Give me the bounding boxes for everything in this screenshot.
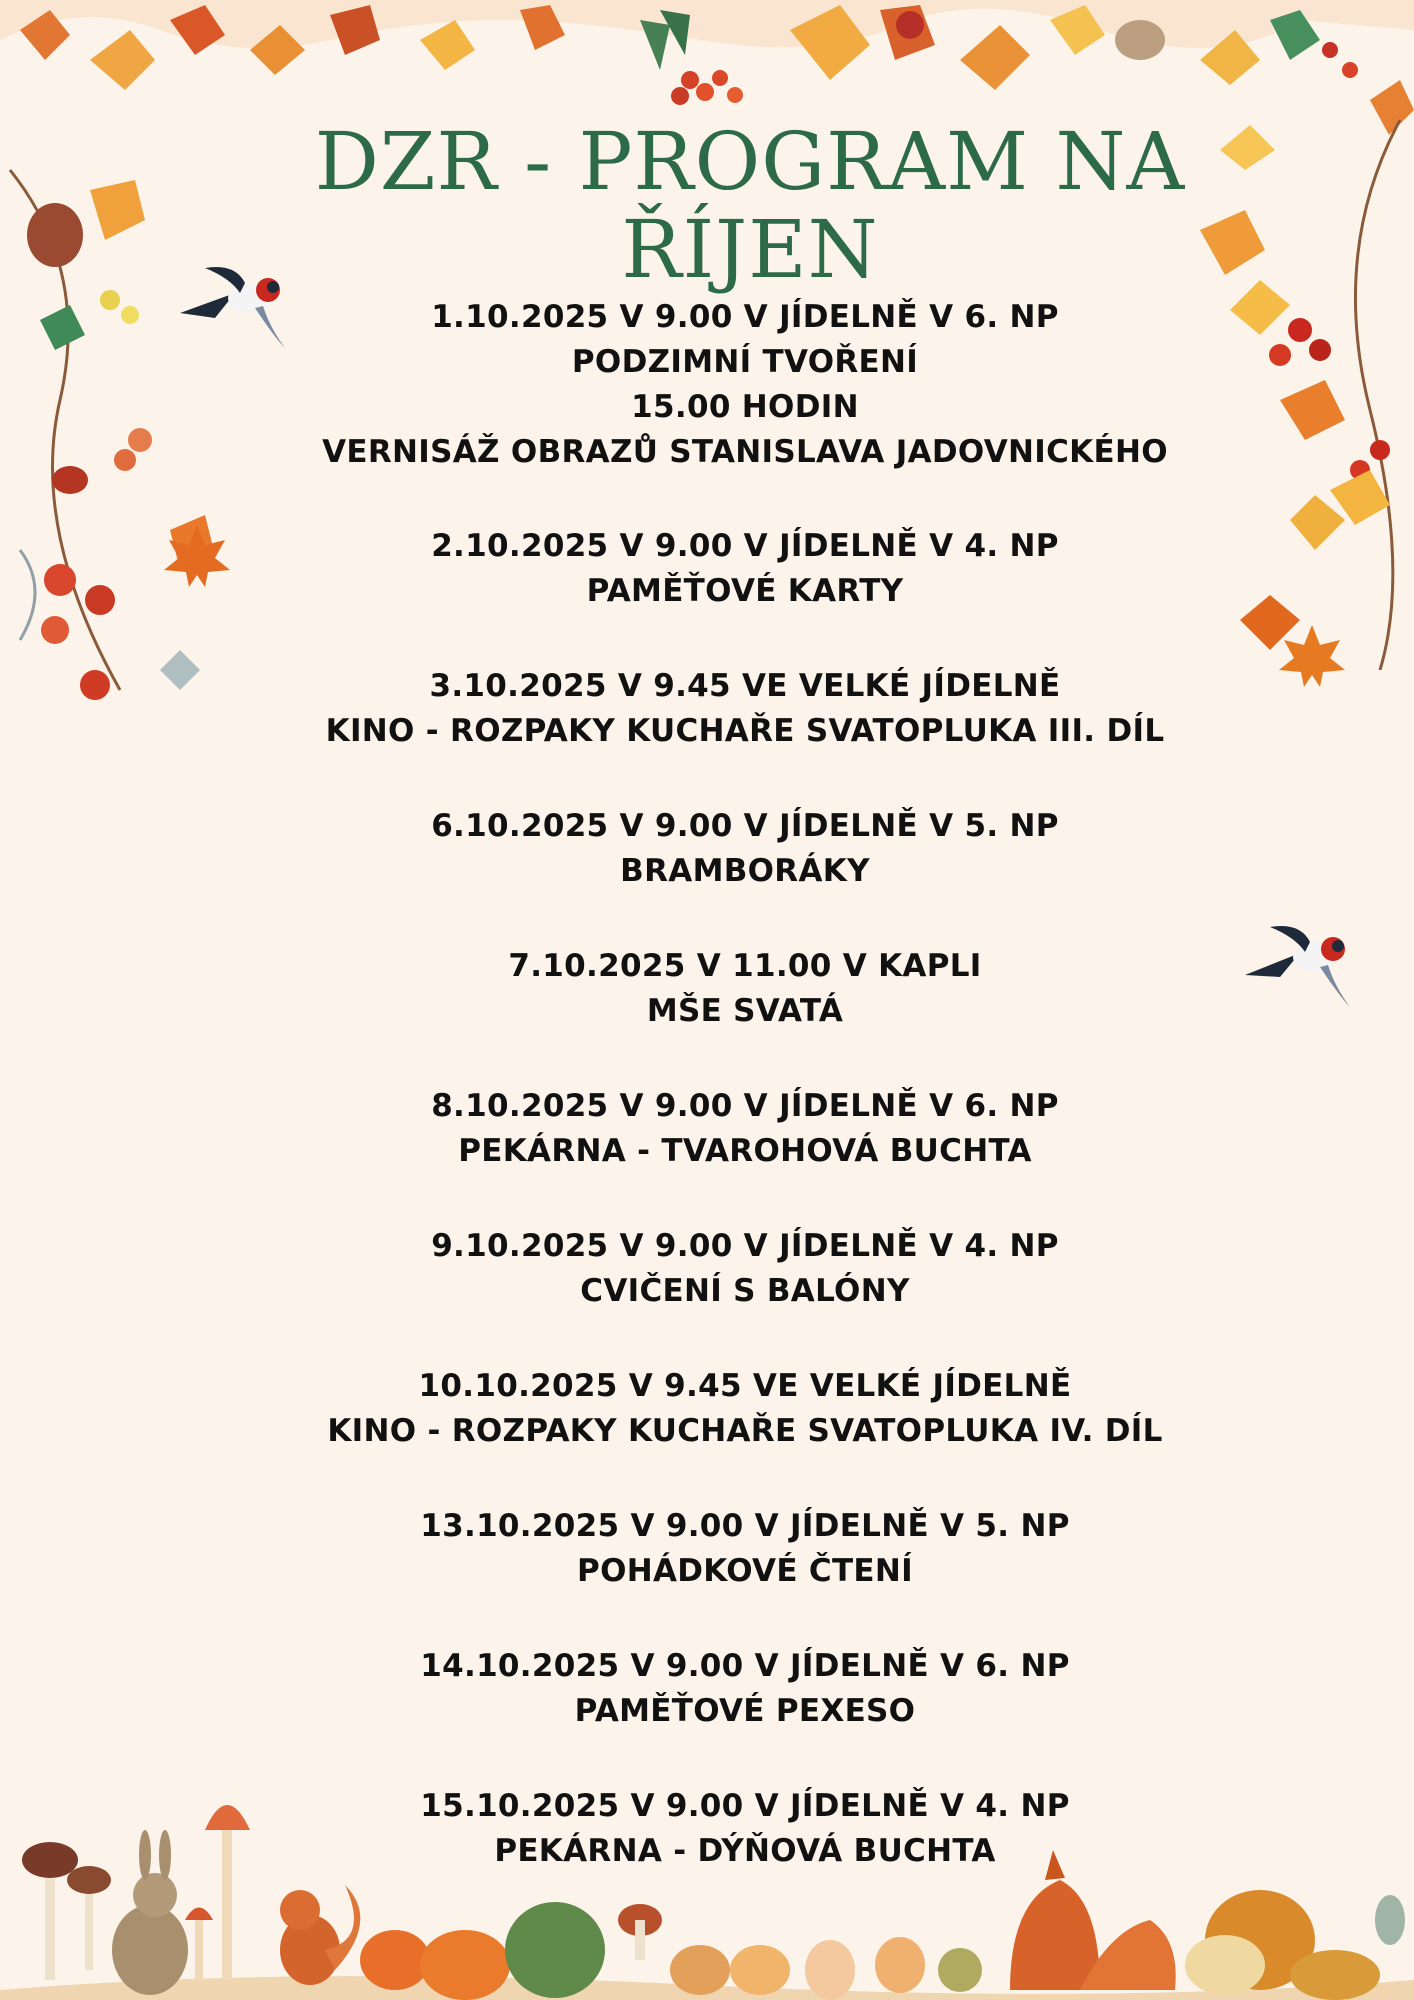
event-item	[290, 1364, 1200, 1454]
swallow-bird-icon	[175, 258, 295, 353]
event-activity: VERNISÁŽ OBRAZŮ STANISLAVA JADOVNICKÉHO	[322, 434, 1168, 470]
event-item	[290, 1224, 1200, 1314]
title-line-2: ŘÍJEN	[621, 203, 879, 296]
event-date-place: 8.10.2025 V 9.00 V JÍDELNĚ V 6. NP	[431, 1088, 1059, 1124]
event-date-place: 2.10.2025 V 9.00 V JÍDELNĚ V 4. NP	[431, 528, 1059, 564]
event-date-place: 7.10.2025 V 11.00 V KAPLI	[508, 948, 982, 984]
event-activity: PEKÁRNA - TVAROHOVÁ BUCHTA	[458, 1133, 1032, 1169]
event-activity: PAMĚŤOVÉ PEXESO	[574, 1693, 916, 1729]
mushroom-icon	[22, 1805, 250, 1980]
autumn-branch-right-icon	[1180, 110, 1414, 670]
event-date-place: 13.10.2025 V 9.00 V JÍDELNĚ V 5. NP	[420, 1508, 1070, 1544]
event-list	[290, 295, 1200, 1924]
event-activity: PODZIMNÍ TVOŘENÍ	[571, 344, 919, 380]
event-item	[290, 804, 1200, 894]
event-date-place: 10.10.2025 V 9.45 VE VELKÉ JÍDELNĚ	[418, 1368, 1072, 1404]
autumn-branch-left-icon	[0, 150, 240, 720]
event-item	[290, 524, 1200, 614]
event-activity: KINO - ROZPAKY KUCHAŘE SVATOPLUKA IV. DÍL	[327, 1413, 1163, 1449]
event-activity: KINO - ROZPAKY KUCHAŘE SVATOPLUKA III. DÍL	[325, 713, 1165, 749]
event-time: 15.00 HODIN	[631, 389, 859, 425]
swallow-bird-icon	[1240, 915, 1360, 1010]
maple-leaf-icon	[160, 520, 235, 590]
event-date-place: 9.10.2025 V 9.00 V JÍDELNĚ V 4. NP	[431, 1228, 1059, 1264]
event-date-place: 1.10.2025 V 9.00 V JÍDELNĚ V 6. NP	[431, 299, 1059, 335]
event-date-place: 15.10.2025 V 9.00 V JÍDELNĚ V 4. NP	[420, 1788, 1070, 1824]
event-activity: POHÁDKOVÉ ČTENÍ	[577, 1553, 913, 1589]
title-line-1: DZR - PROGRAM NA	[314, 115, 1186, 208]
event-item	[290, 1644, 1200, 1734]
event-activity: PEKÁRNA - DÝŇOVÁ BUCHTA	[494, 1833, 996, 1869]
event-item	[290, 944, 1200, 1034]
event-item	[290, 295, 1200, 475]
page-title	[300, 115, 1200, 296]
event-item	[290, 1084, 1200, 1174]
event-activity: MŠE SVATÁ	[646, 993, 844, 1029]
event-item	[290, 1784, 1200, 1874]
maple-leaf-icon	[1275, 620, 1350, 695]
event-activity: PAMĚŤOVÉ KARTY	[586, 573, 904, 609]
event-activity: CVIČENÍ S BALÓNY	[580, 1273, 910, 1309]
event-date-place: 6.10.2025 V 9.00 V JÍDELNĚ V 5. NP	[431, 808, 1059, 844]
event-date-place: 14.10.2025 V 9.00 V JÍDELNĚ V 6. NP	[420, 1648, 1070, 1684]
event-item	[290, 664, 1200, 754]
event-date-place: 3.10.2025 V 9.45 VE VELKÉ JÍDELNĚ	[429, 668, 1061, 704]
rabbit-icon	[112, 1830, 188, 1995]
event-item	[290, 1504, 1200, 1594]
event-activity: BRAMBORÁKY	[620, 853, 870, 889]
